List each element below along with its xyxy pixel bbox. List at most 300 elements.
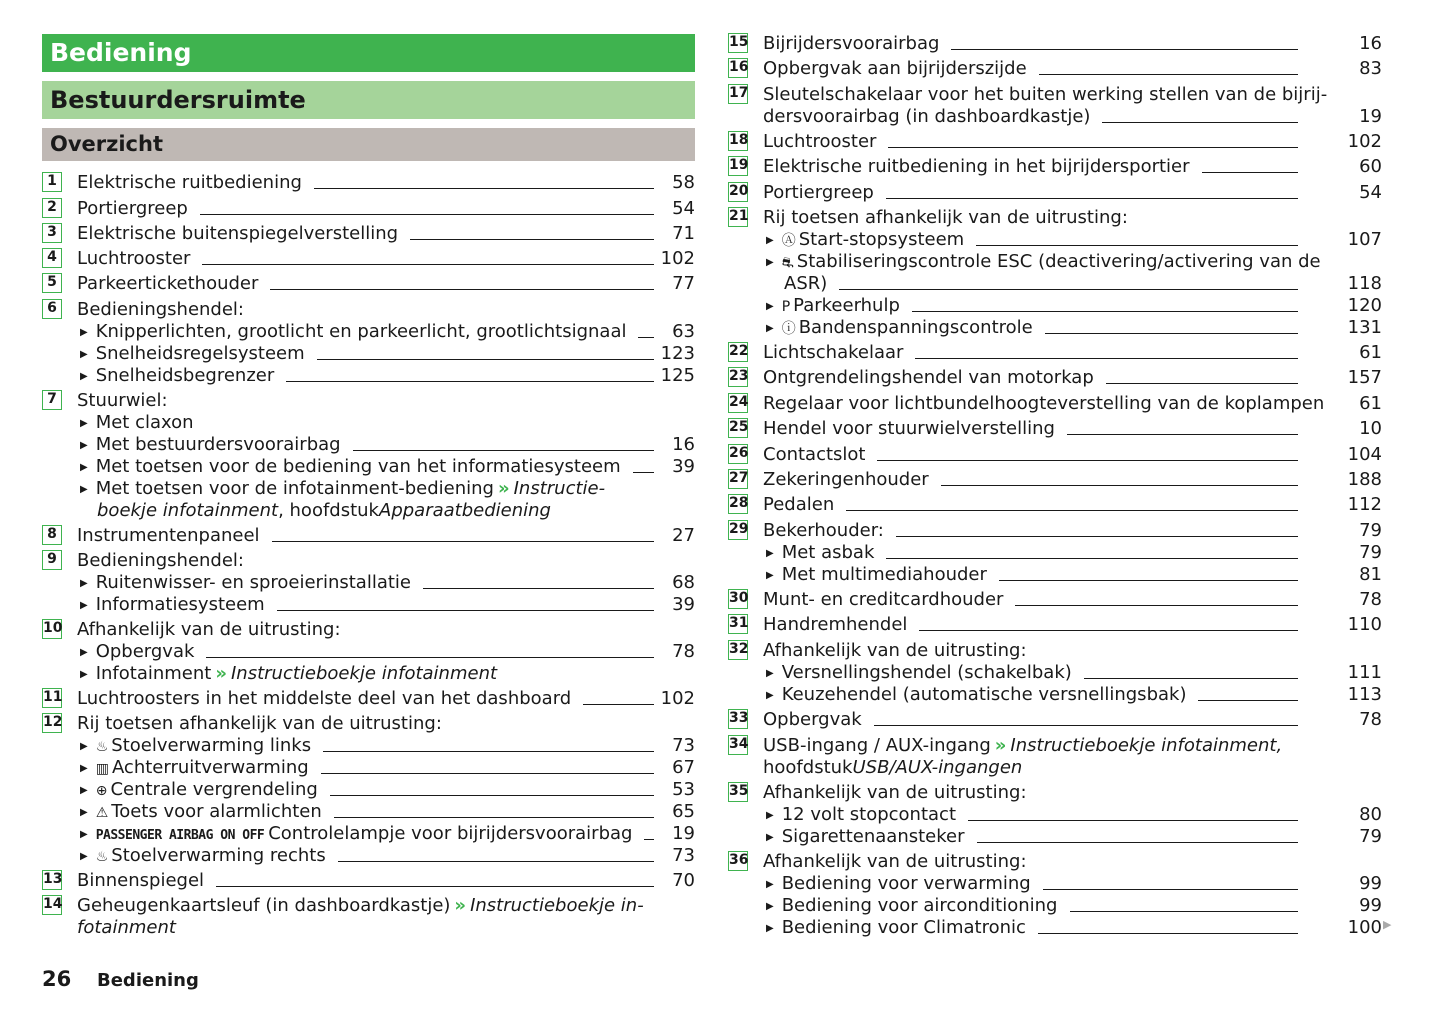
page-ref-number[interactable]: 125 [660,365,695,386]
feature-icon: ♨ [95,739,109,755]
subsection-heading: Overzicht [42,128,695,161]
leader-line [1015,605,1298,606]
toc-row [728,709,1382,731]
toc-row [42,594,696,616]
leader-line [896,536,1298,537]
item-number-badge: 32 [728,640,748,660]
toc-row [42,572,696,594]
page-ref-number[interactable]: 16 [1359,33,1382,54]
toc-row [42,525,696,547]
toc-row [728,367,1382,389]
leader-line [1067,434,1298,435]
page-ref-number[interactable]: 65 [672,801,695,822]
entry-label: Handremhendel [763,614,908,635]
toc-row [728,182,1382,204]
toc-row [728,917,1382,939]
leader-line [206,657,654,658]
page-ref-number[interactable]: 188 [1347,469,1382,490]
reference-arrow-icon: » [994,735,1007,756]
toc-row [42,223,696,245]
leader-line [919,630,1298,631]
bullet-icon: ▶ [80,829,88,840]
entry-label: Met toetsen voor de bediening van het informatiesysteem [95,456,621,477]
toc-entry-text [77,248,190,270]
entry-label: hoofdstuk [763,757,853,778]
item-number-badge: 12 [42,713,62,733]
reference-arrow-icon: » [215,663,227,684]
leader-line [976,245,1298,246]
entry-label: Rij toetsen afhankelijk van de uitrusting: [763,207,1128,228]
page-ref-number[interactable]: 61 [1359,342,1382,363]
toc-entry-text [763,614,907,636]
leader-line [1045,333,1298,334]
toc-entry-text [763,367,1094,389]
toc-row [728,494,1382,516]
bullet-icon: ▶ [766,323,774,334]
toc-row [42,845,696,867]
toc-row [728,33,1382,55]
leader-line [915,358,1298,359]
toc-entry-text [77,895,644,917]
bullet-icon: ▶ [80,785,88,796]
toc-row [42,917,696,939]
leader-line [886,558,1298,559]
page-ref-number[interactable]: 120 [1347,295,1382,316]
leader-line [839,289,1298,290]
toc-row [728,393,1382,415]
toc-entry-text [77,198,188,220]
page-ref-number[interactable]: 67 [672,757,695,778]
bullet-icon: ▶ [80,484,88,495]
page-ref-number[interactable]: 39 [672,456,695,477]
entry-label: Keuzehendel (automatische versnellingsbak) [781,684,1187,705]
entry-label: Bedieningshendel: [77,550,245,571]
page-ref-number[interactable]: 73 [672,735,695,756]
entry-label: USB-ingang / AUX-ingang [763,735,991,756]
toc-entry-text [763,782,1027,804]
toc-row [728,851,1382,873]
toc-row [728,131,1382,153]
entry-label: Opbergvak [95,641,195,662]
page-ref-number[interactable]: 112 [1347,494,1382,515]
entry-label: Elektrische buitenspiegelverstelling [77,223,399,244]
page-ref-number[interactable]: 99 [1359,895,1382,916]
toc-entry-text [80,365,274,390]
entry-label: Informatiesysteem [95,594,265,615]
feature-icon: ▥ [95,761,109,777]
toc-entry-text [763,520,884,542]
feature-icon: ⊕ [95,783,108,799]
leader-line [277,610,654,611]
footer-section: Bediening [97,970,199,991]
toc-row [728,662,1382,684]
cross-reference[interactable]: fotainment [77,917,176,938]
item-number-badge: 26 [728,444,748,464]
page-ref-number[interactable]: 99 [1359,873,1382,894]
toc-entry-text [766,684,1186,709]
entry-label: Elektrische ruitbediening in het bijrijdersportier [763,156,1190,177]
bullet-icon: ▶ [80,462,88,473]
item-number-badge: 22 [728,342,748,362]
item-number-badge: 8 [42,525,62,545]
page-ref-number[interactable]: 83 [1359,58,1382,79]
toc-entry-text [763,393,1324,415]
leader-line [1038,933,1298,934]
page-ref-number[interactable]: 53 [672,779,695,800]
entry-label: Versnellingshendel (schakelbak) [781,662,1072,683]
toc-entry-text [763,757,1022,779]
entry-label: Geheugenkaartsleuf (in dashboardkastje) [77,895,451,916]
toc-entry-text [763,84,1327,106]
leader-line [846,510,1298,511]
entry-label: Stuurwiel: [77,390,168,411]
page-ref-number[interactable]: 131 [1347,317,1382,338]
toc-row [728,757,1382,779]
toc-row [728,640,1382,662]
toc-row [42,198,696,220]
entry-label: Bediening voor Climatronic [781,917,1026,938]
toc-row [42,801,696,823]
toc-entry-text [763,469,929,491]
item-number-badge: 35 [728,782,748,802]
item-number-badge: 7 [42,390,62,410]
entry-label: Afhankelijk van de uitrusting: [763,782,1027,803]
entry-label: dersvoorairbag (in dashboardkastje) [763,106,1091,127]
item-number-badge: 24 [728,393,748,413]
feature-icon: ⚠ [95,805,109,821]
leader-line [968,820,1298,821]
page-ref-number[interactable]: 157 [1347,367,1382,388]
leader-line [410,239,654,240]
toc-entry-text [80,845,326,870]
toc-row [728,58,1382,80]
bullet-icon: ▶ [80,763,88,774]
leader-line [1039,74,1298,75]
reference-arrow-icon: » [497,478,510,499]
entry-label: , hoofdstuk [278,500,379,521]
feature-icon: ⛐ [781,255,794,271]
page-ref-number[interactable]: 104 [1347,444,1382,465]
item-number-badge: 18 [728,131,748,151]
bullet-icon: ▶ [80,647,88,658]
item-number-badge: 14 [42,895,62,915]
toc-row [728,84,1382,106]
bullet-icon: ▶ [766,668,774,679]
item-number-badge: 3 [42,223,62,243]
bullet-icon: ▶ [80,349,88,360]
toc-row [728,229,1382,251]
item-number-badge: 10 [42,619,62,639]
entry-label: Afhankelijk van de uitrusting: [763,851,1027,872]
leader-line [877,460,1298,461]
leader-line [202,264,654,265]
entry-label: Contactslot [763,444,866,465]
leader-line [1043,889,1298,890]
entry-label: Stoelverwarming links [111,735,312,756]
item-number-badge: 6 [42,299,62,319]
bullet-icon: ▶ [766,690,774,701]
toc-row [42,663,696,685]
entry-label: Bandenspanningscontrole [798,317,1033,338]
entry-label: Luchtrooster [763,131,877,152]
item-number-badge: 27 [728,469,748,489]
toc-row [728,614,1382,636]
page-number: 26 [42,967,72,991]
page-ref-number[interactable]: 54 [1359,182,1382,203]
toc-entry-text [77,688,571,710]
toc-entry-text [77,273,258,295]
toc-row [728,106,1382,128]
item-number-badge: 20 [728,182,748,202]
toc-row [728,564,1382,586]
toc-entry-text [763,33,939,55]
page-ref-number[interactable]: 61 [1359,393,1382,414]
toc-entry-text [77,223,398,245]
toc-row [728,782,1382,804]
toc-row [42,172,696,194]
item-number-badge: 9 [42,550,62,570]
cross-reference[interactable]: boekje infotainment [97,500,279,521]
cross-reference[interactable]: Instructieboekje infotainment [230,663,498,684]
chapter-heading: Bediening [42,34,695,72]
item-number-badge: 28 [728,494,748,514]
item-number-badge: 16 [728,58,748,78]
page-ref-number[interactable]: 70 [672,870,695,891]
entry-label: Start-stopsysteem [798,229,965,250]
leader-line [941,485,1298,486]
page-ref-number[interactable]: 16 [672,434,695,455]
toc-entry-text [763,709,862,731]
toc-row [42,641,696,663]
bullet-icon: ▶ [766,548,774,559]
page-ref-number[interactable]: 39 [672,594,695,615]
toc-row [728,804,1382,826]
page-ref-number[interactable]: 80 [1359,804,1382,825]
toc-entry-text [766,826,965,851]
entry-label: Sigarettenaansteker [781,826,965,847]
entry-label: Luchtrooster [77,248,191,269]
leader-line [334,817,654,818]
entry-label: 12 volt stopcontact [781,804,957,825]
page-ref-number[interactable]: 19 [672,823,695,844]
leader-line [999,580,1298,581]
entry-label: Portiergreep [77,198,188,219]
page-ref-number[interactable]: 79 [1359,826,1382,847]
toc-row [728,542,1382,564]
page-ref-number[interactable]: 10 [1359,418,1382,439]
cross-reference[interactable]: USB/AUX-ingangen [852,757,1023,778]
entry-label: Luchtroosters in het middelste deel van het dashboard [77,688,572,709]
page-ref-number[interactable]: 123 [660,343,695,364]
page-ref-number[interactable]: 118 [1347,273,1382,294]
cross-reference[interactable]: Instructieboekje infotainment, [1010,735,1283,756]
page-ref-number[interactable]: 58 [672,172,695,193]
entry-label: Regelaar voor lichtbundelhoogteverstelling van de koplampen [763,393,1325,414]
toc-row [728,444,1382,466]
page-ref-number[interactable]: 107 [1347,229,1382,250]
page-ref-number[interactable]: 102 [660,248,695,269]
bullet-icon: ▶ [766,301,774,312]
item-number-badge: 4 [42,248,62,268]
toc-row [42,434,696,456]
page-ref-number[interactable]: 79 [1359,520,1382,541]
page-ref-number[interactable]: 60 [1359,156,1382,177]
continue-arrow-icon: ▶ [1383,918,1392,931]
bullet-icon: ▶ [766,832,774,843]
toc-entry-text [77,299,244,321]
bullet-icon: ▶ [766,923,774,934]
cross-reference[interactable]: Instructie- [513,478,606,499]
entry-label: Met asbak [781,542,875,563]
toc-entry-text [77,525,260,547]
toc-row [42,757,696,779]
page-ref-number[interactable]: 110 [1347,614,1382,635]
leader-line [1202,172,1298,173]
entry-label: Bediening voor verwarming [781,873,1031,894]
entry-label: Achterruitverwarming [111,757,309,778]
page-ref-number[interactable]: 63 [672,321,695,342]
toc-entry-text [763,58,1027,80]
feature-icon: Ⓐ [781,233,796,249]
toc-entry-text [77,917,176,939]
toc-row [42,823,696,845]
toc-entry-text [77,390,168,412]
toc-row [728,520,1382,542]
item-number-badge: 30 [728,589,748,609]
page-ref-number[interactable]: 113 [1347,684,1382,705]
entry-label: Bediening voor airconditioning [781,895,1058,916]
page-ref-number[interactable]: 102 [660,688,695,709]
bullet-icon: ▶ [766,810,774,821]
toc-entry-text [763,589,1003,611]
page-ref-number[interactable]: 78 [1359,589,1382,610]
leader-line [583,704,654,705]
entry-label: Bekerhouder: [763,520,884,541]
toc-row [42,688,696,710]
entry-label: Stabiliseringscontrole ESC (deactivering/activering van de [796,251,1321,272]
page-ref-number[interactable]: 81 [1359,564,1382,585]
toc-row [42,870,696,892]
reference-arrow-icon: » [454,895,467,916]
item-number-badge: 5 [42,273,62,293]
toc-entry-text [763,106,1090,128]
leader-line [1102,122,1298,123]
leader-line [1070,911,1299,912]
page-ref-number[interactable]: 78 [672,641,695,662]
bullet-icon: ▶ [80,851,88,862]
leader-line [216,886,654,887]
toc-entry-text [763,207,1128,229]
toc-row [728,317,1382,339]
toc-row [728,295,1382,317]
item-number-badge: 11 [42,688,62,708]
leader-line [353,450,654,451]
page-ref-number[interactable]: 79 [1359,542,1382,563]
toc-row [728,684,1382,706]
leader-line [338,861,654,862]
leader-line [200,214,654,215]
toc-entry-text [763,444,865,466]
item-number-badge: 34 [728,735,748,755]
entry-label: Ontgrendelingshendel van motorkap [763,367,1094,388]
page-ref-number[interactable]: 111 [1347,662,1382,683]
page-ref-number[interactable]: 78 [1359,709,1382,730]
toc-row [728,735,1382,757]
leader-line [270,289,654,290]
leader-line [323,751,654,752]
toc-row [42,273,696,295]
leader-line [1084,678,1298,679]
toc-row [728,342,1382,364]
item-number-badge: 2 [42,198,62,218]
leader-line [638,337,654,338]
page-ref-number[interactable]: 71 [672,223,695,244]
feature-icon: P [781,299,791,315]
toc-row [728,273,1382,295]
item-number-badge: 13 [42,870,62,890]
toc-row [42,478,696,500]
page-ref-number[interactable]: 102 [1347,131,1382,152]
entry-label: Knipperlichten, grootlicht en parkeerlicht, grootlichtsignaal [95,321,627,342]
leader-line [1106,383,1298,384]
leader-line [272,541,654,542]
page-ref-number[interactable]: 54 [672,198,695,219]
bullet-icon: ▶ [80,418,88,429]
entry-label: Opbergvak [763,709,862,730]
entry-label: Afhankelijk van de uitrusting: [763,640,1027,661]
bullet-icon: ▶ [80,371,88,382]
page-ref-number[interactable]: 27 [672,525,695,546]
page-ref-number[interactable]: 68 [672,572,695,593]
bullet-icon: ▶ [766,257,774,268]
toc-row [42,412,696,434]
toc-row [42,343,696,365]
toc-entry-text [784,273,827,295]
item-number-badge: 15 [728,33,748,53]
feature-icon: ⓘ [781,321,796,337]
passenger-airbag-icon: PASSENGER AIRBAG ON OFF [95,828,265,843]
cross-reference[interactable]: Instructieboekje in- [470,895,644,916]
toc-entry-text [766,917,1026,942]
toc-row [728,418,1382,440]
section-heading: Bestuurdersruimte [42,81,695,119]
toc-row [42,895,696,917]
leader-line [330,795,654,796]
entry-label: Portiergreep [763,182,874,203]
page-ref-number[interactable]: 100 [1347,917,1382,938]
leader-line [321,773,654,774]
page-ref-number[interactable]: 19 [1359,106,1382,127]
entry-label: Met toetsen voor de infotainment-bediening [95,478,494,499]
entry-label: Lichtschakelaar [763,342,904,363]
toc-entry-text [766,564,987,589]
toc-entry-text [763,182,874,204]
item-number-badge: 17 [728,84,748,104]
page-ref-number[interactable]: 77 [672,273,695,294]
toc-entry-text [80,663,497,688]
leader-line [1198,700,1298,701]
page-ref-number[interactable]: 73 [672,845,695,866]
bullet-icon: ▶ [766,901,774,912]
cross-reference[interactable]: Apparaatbediening [379,500,551,521]
bullet-icon: ▶ [766,570,774,581]
item-number-badge: 31 [728,614,748,634]
entry-label: Hendel voor stuurwielverstelling [763,418,1055,439]
toc-entry-text [77,172,302,194]
item-number-badge: 29 [728,520,748,540]
toc-entry-text [763,640,1027,662]
leader-line [286,381,654,382]
